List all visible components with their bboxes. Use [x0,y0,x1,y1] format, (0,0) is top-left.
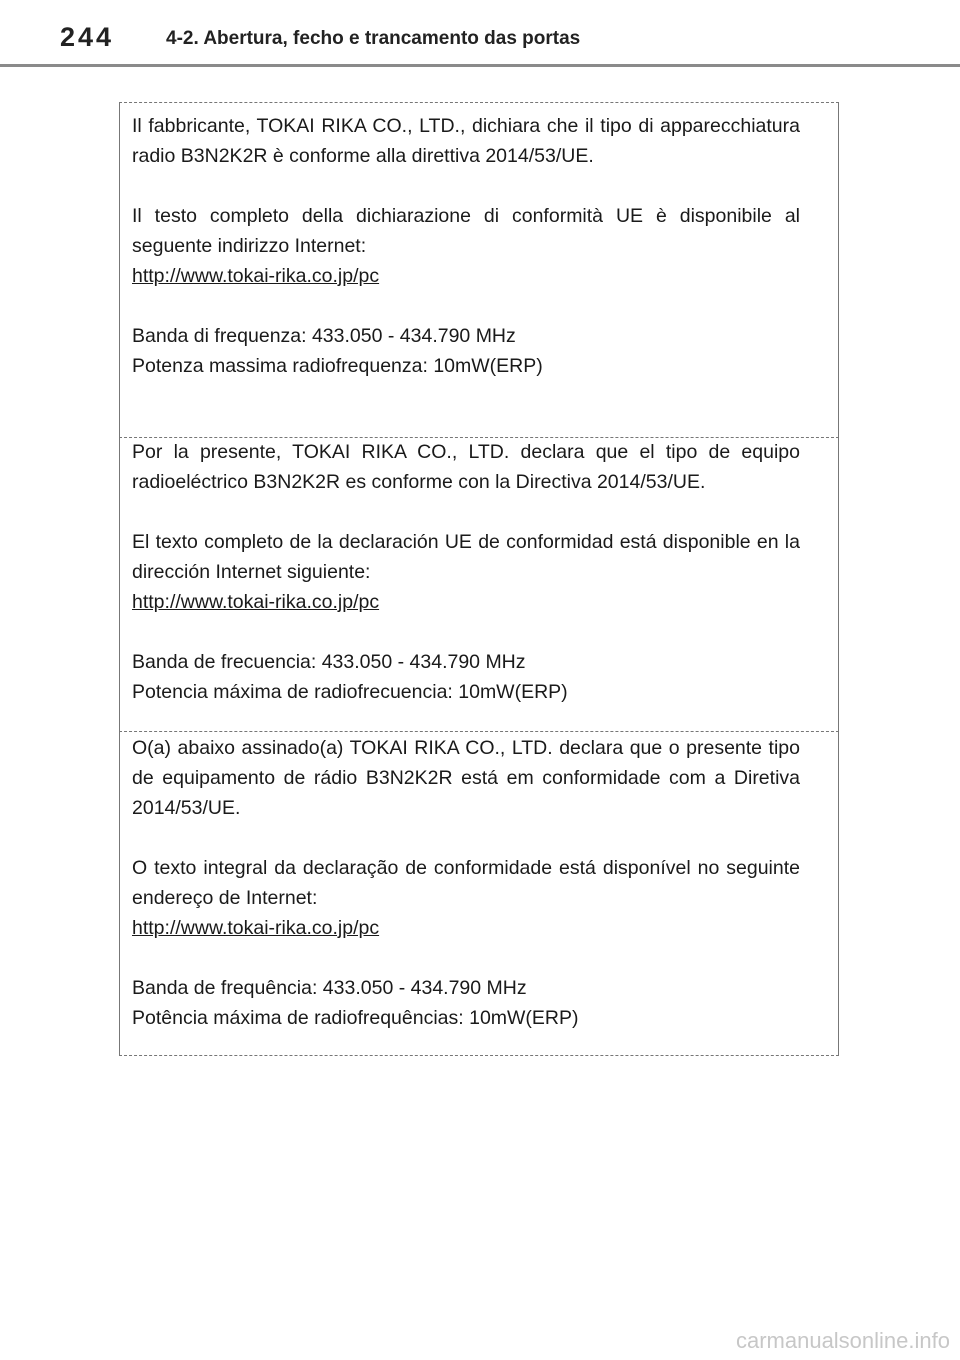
page-header [0,0,960,68]
notice-section-italian [132,111,800,381]
notice-section-portuguese [132,733,800,1033]
availability-text: O texto integral da declaração de conformidade está disponível no seguinte endereço de Internet: [132,857,800,909]
max-power: Potência máxima de radiofrequências: 10mW(ERP) [132,1007,579,1029]
frequency-band: Banda di frequenza: 433.050 - 434.790 MHz [132,325,516,347]
frequency-band: Banda de frecuencia: 433.050 - 434.790 MHz [132,651,526,673]
section-title: 4-2. Abertura, fecho e trancamento das portas [166,28,581,49]
declaration-text: O(a) abaixo assinado(a) TOKAI RIKA CO., LTD. declara que o presente tipo de equipamento de rádio B3N2K2R está em conformidade com a Diretiva 2014/53/UE. [132,737,800,819]
max-power: Potencia máxima de radiofrecuencia: 10mW(ERP) [132,681,568,703]
watermark: carmanualsonline.info [735,1328,950,1353]
frequency-band: Banda de frequência: 433.050 - 434.790 MHz [132,977,527,999]
availability-text: El texto completo de la declaración UE de conformidad está disponible en la dirección Internet siguiente: [132,531,800,583]
dashed-divider-top [119,102,839,103]
page-number: 244 [60,22,115,52]
notice-section-spanish [132,437,800,707]
declaration-link[interactable]: http://www.tokai-rika.co.jp/pc [132,265,380,287]
dashed-divider-bottom [119,1055,839,1056]
declaration-link[interactable]: http://www.tokai-rika.co.jp/pc [132,917,380,939]
declaration-text: Por la presente, TOKAI RIKA CO., LTD. declara que el tipo de equipo radioeléctrico B3N2K2R es conforme con la Directiva 2014/53/UE. [132,441,800,493]
declaration-text: Il fabbricante, TOKAI RIKA CO., LTD., dichiara che il tipo di apparecchiatura radio B3N2K2R è conforme alla direttiva 2014/53/UE. [132,115,800,167]
dashed-divider [119,731,839,732]
header-rule [0,64,960,67]
availability-text: Il testo completo della dichiarazione di conformità UE è disponibile al seguente indirizzo Internet: [132,205,800,257]
max-power: Potenza massima radiofrequenza: 10mW(ERP) [132,355,543,377]
declaration-link[interactable]: http://www.tokai-rika.co.jp/pc [132,591,380,613]
